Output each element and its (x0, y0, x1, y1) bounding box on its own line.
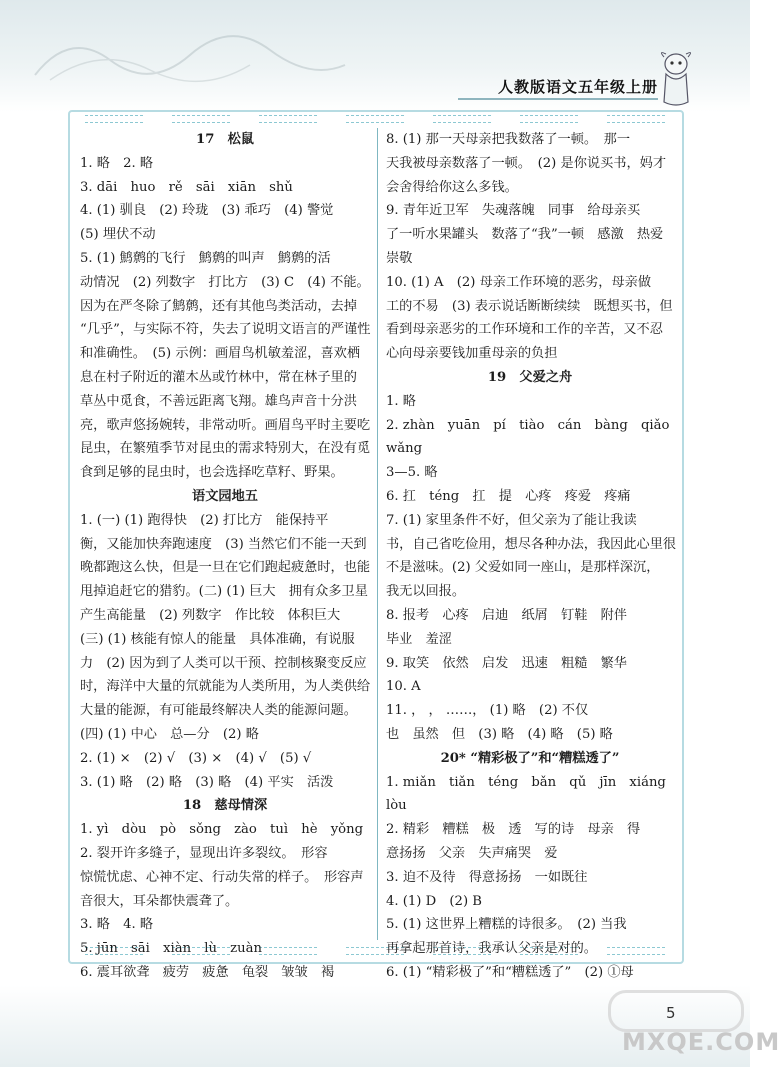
answer-line: 看到母亲恶劣的工作环境和工作的辛苦，又不忍 (386, 322, 663, 338)
answer-line: wǎng (386, 441, 423, 457)
answer-line: 和准确性。 (5) 示例：画眉鸟机敏羞涩，喜欢栖 (80, 346, 361, 362)
answer-line: 7. (1) 家里条件不好，但父亲为了能让我读 (386, 512, 637, 528)
answer-line: 也 虽然 但 (3) 略 (4) 略 (5) 略 (386, 726, 613, 742)
answer-line: 8. 报考 心疼 启迪 纸屑 钉鞋 附伴 (386, 607, 627, 623)
answer-line: 4. (1) D (2) B (386, 893, 482, 909)
answer-line: 1. yì dòu pò sǒng zào tuì hè yǒng (80, 822, 364, 838)
answer-line: 会舍得给你这么多钱。 (386, 179, 518, 195)
top-decorative-strip (70, 112, 680, 126)
answer-line: 2. zhàn yuān pí tiào cán bàng qiǎo (386, 417, 670, 433)
answer-line: 9. 取笑 依然 启发 迅速 粗糙 繁华 (386, 655, 627, 671)
decorative-sketch (30, 20, 350, 90)
section-heading: 20* “精彩极了”和“糟糕透了” (440, 750, 620, 766)
answer-line: 书，自己省吃俭用，想尽各种办法，我因此心里很 (386, 536, 677, 552)
answer-line: 1. miǎn tiǎn téng bǎn qǔ jīn xiáng (386, 774, 666, 790)
answer-line: 10. A (386, 679, 421, 695)
answer-line: 1. (一) (1) 跑得快 (2) 打比方 能保持平 (80, 512, 329, 528)
answer-line: 3. (1) 略 (2) 略 (3) 略 (4) 平实 活泼 (80, 774, 334, 790)
answer-line: 大量的能源，有可能最终解决人类的能源问题。 (80, 703, 357, 719)
answer-line: 力 (2) 因为到了人类可以干预、控制核聚变反应 (80, 655, 367, 671)
answer-line: 工的不易 (3) 表示说话断断续续 既想买书，但 (386, 298, 673, 314)
answer-line: 5. (1) 鹪鹩的飞行 鹪鹩的叫声 鹪鹩的活 (80, 250, 331, 266)
book-title: 人教版语文五年级上册 (497, 78, 658, 96)
mascot-illustration (654, 48, 698, 110)
page-number: 5 (666, 1004, 676, 1022)
answer-line: 11. ， ， ……， (1) 略 (2) 不仅 (386, 703, 589, 719)
answer-line: 2. (1) × (2) √ (3) × (4) √ (5) √ (80, 750, 312, 766)
answer-line: 我无以回报。 (386, 584, 466, 600)
answer-line: 6. 震耳欲聋 疲劳 疲惫 龟裂 皱皱 褐 (80, 964, 335, 980)
answer-line: 心向母亲要钱加重母亲的负担 (386, 346, 558, 362)
answer-line: 惊慌忧虑、心神不定、行动失常的样子。 形容声 (80, 869, 364, 885)
answer-line: 10. (1) A (2) 母亲工作环境的恶劣，母亲做 (386, 274, 652, 290)
watermark-text: MXQE.COM (622, 1028, 780, 1056)
answer-line: 甩掉追赶它的猎豹。(二) (1) 巨大 拥有众多卫星 (80, 584, 368, 600)
answer-line: 再拿起那首诗，我承认父亲是对的。 (386, 941, 597, 957)
column-divider (377, 128, 378, 940)
answer-line: 天我被母亲数落了一顿。 (2) 是你说买书，妈才 (386, 155, 667, 171)
answer-line: 5. (1) 这世界上糟糕的诗很多。 (2) 当我 (386, 917, 627, 933)
right-answer-column (386, 128, 677, 1032)
answer-line: 毕业 羞涩 (386, 631, 452, 647)
answer-line: 2. 裂开许多缝子，显现出许多裂纹。 形容 (80, 845, 328, 861)
section-heading: 19 父爱之舟 (487, 369, 573, 385)
answer-line: 2. 精彩 糟糕 极 透 写的诗 母亲 得 (386, 822, 641, 838)
answer-line: 不是滋味。(2) 父爱如同一座山，是那样深沉， (386, 560, 660, 576)
answer-line: 意扬扬 父亲 失声痛哭 爱 (386, 845, 558, 861)
answer-line: 5. jūn sāi xiàn lù zuàn (80, 941, 262, 957)
answer-line: 9. 青年近卫军 失魂落魄 同事 给母亲买 (386, 203, 641, 219)
header-rule (458, 98, 658, 100)
section-heading: 语文园地五 (192, 488, 258, 504)
answer-line: “几乎”，与实际不符，失去了说明文语言的严谨性 (80, 322, 371, 338)
answer-line: (四) (1) 中心 总—分 (2) 略 (80, 726, 259, 742)
answer-line: 6. 扛 téng 扛 提 心疼 疼爱 疼痛 (386, 488, 631, 504)
section-heading: 18 慈母情深 (182, 798, 268, 814)
answer-line: 3. dāi huo rě sāi xiān shǔ (80, 179, 293, 195)
section-heading: 17 松鼠 (196, 132, 254, 147)
answer-line: 衡，又能加快奔跑速度 (3) 当然它们不能一天到 (80, 536, 367, 552)
answer-line: 产生高能量 (2) 列数字 作比较 体积巨大 (80, 607, 341, 623)
answer-line: 晚都跑这么快，但是一旦在它们跑起疲惫时，也能 (80, 560, 371, 576)
answer-line: lòu (386, 798, 407, 814)
answer-line: 因为在严冬除了鹪鹩，还有其他鸟类活动，去掉 (80, 298, 357, 314)
answer-line: 崇敬 (386, 250, 413, 266)
answer-line: 3. 迫不及待 得意扬扬 一如既往 (386, 869, 588, 885)
answer-line: 了一听水果罐头 数落了“我”一顿 感激 热爱 (386, 227, 664, 243)
answer-line: 1. 略 (386, 393, 416, 409)
answer-line: 食到足够的昆虫时，也会选择吃草籽、野果。 (80, 465, 344, 481)
answer-line: 1. 略 2. 略 (80, 155, 154, 171)
answer-line: 息在村子附近的灌木丛或竹林中，常在林子里的 (80, 369, 357, 385)
answer-line: (5) 埋伏不动 (80, 227, 156, 243)
answer-line: 草丛中觅食，不善远距离飞翔。雄鸟声音十分洪 (80, 393, 357, 409)
answer-line: 4. (1) 驯良 (2) 玲珑 (3) 乖巧 (4) 警觉 (80, 203, 334, 219)
answer-line: 亮，歌声悠扬婉转，非常动听。画眉鸟平时主要吃 (80, 417, 371, 433)
answer-line: (三) (1) 核能有惊人的能量 具体准确，有说服 (80, 631, 355, 647)
answer-line: 音很大，耳朵都快震聋了。 (80, 893, 239, 909)
answer-line: 3. 略 4. 略 (80, 917, 154, 933)
answer-line: 6. (1) “精彩极了”和“糟糕透了” (2) ①母 (386, 964, 634, 980)
answer-line: 动情况 (2) 列数字 打比方 (3) C (4) 不能。 (80, 274, 370, 290)
left-answer-column (80, 128, 370, 1032)
watermark-logo (608, 990, 744, 1032)
answer-line: 昆虫，在繁殖季节对昆虫的需求特别大，在没有觅 (80, 441, 371, 457)
answer-line: 时，海洋中大量的氘就能为人类所用，为人类供给 (80, 679, 371, 695)
answer-line: 8. (1) 那一天母亲把我数落了一顿。 那一 (386, 132, 631, 147)
answer-line: 3—5. 略 (386, 465, 438, 481)
